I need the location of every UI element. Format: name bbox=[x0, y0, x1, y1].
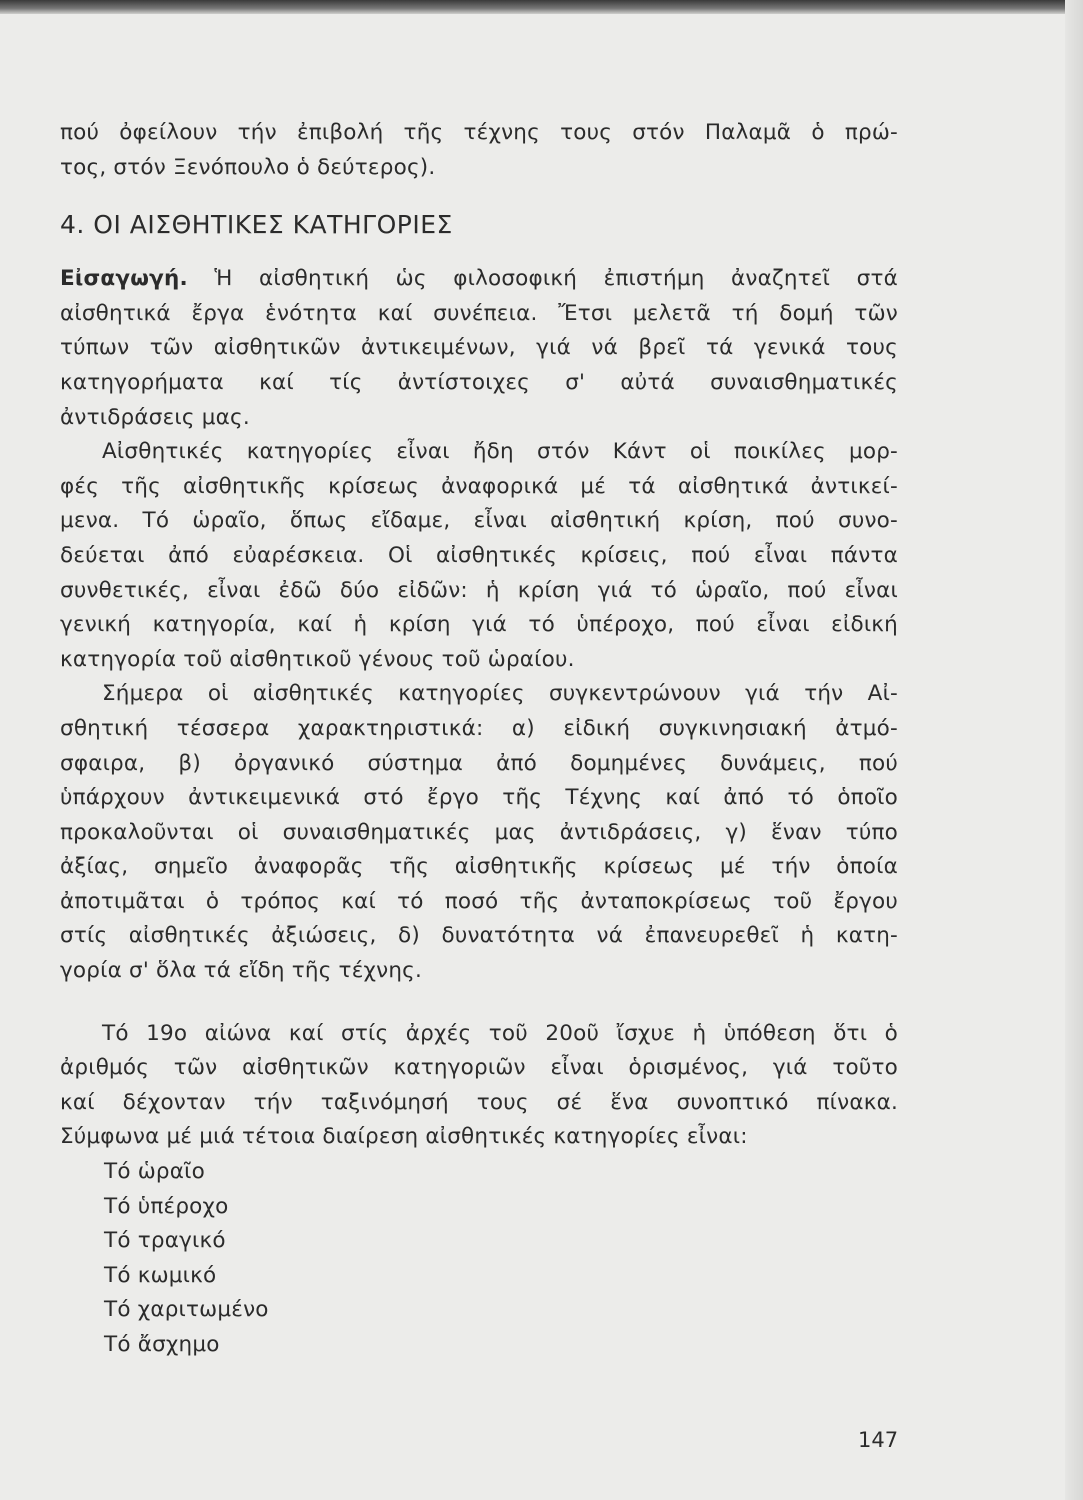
list-item: Τό ὑπέροχο bbox=[104, 1193, 229, 1219]
subheading: Εἰσαγωγή. bbox=[60, 266, 188, 292]
text-line: ἀξίας, σημεῖο ἀναφορᾶς τῆς αἰσθητικῆς κρίσεως μέ τήν ὁποία bbox=[60, 854, 898, 880]
paragraph-characteristics bbox=[60, 677, 898, 988]
text-line: αἰσθητικά ἔργα ἑνότητα καί συνέπεια. Ἔτσι μελετᾶ τή δομή τῶν bbox=[60, 300, 898, 326]
list-item: Τό ἄσχημο bbox=[104, 1332, 220, 1357]
section-heading: 4. ΟΙ ΑΙΣΘΗΤΙΚΕΣ ΚΑΤΗΓΟΡΙΕΣ bbox=[60, 210, 453, 240]
text-line: Σήμερα οἱ αἰσθητικές κατηγορίες συγκεντρώνουν γιά τήν Αἰ- bbox=[102, 681, 898, 707]
paragraph-classification bbox=[60, 1017, 898, 1155]
text-line: ὑπάρχουν ἀντικειμενικά στό ἔργο τῆς Τέχνης καί ἀπό τό ὁποῖο bbox=[60, 785, 898, 811]
text-line: πού ὀφείλουν τήν ἐπιβολή τῆς τέχνης τους στόν Παλαμᾶ ὁ πρώ- bbox=[60, 120, 898, 145]
text-line: προκαλοῦνται οἱ συναισθηματικές μας ἀντιδράσεις, γ) ἕναν τύπο bbox=[60, 819, 898, 845]
text-line: σφαιρα, β) ὀργανικό σύστημα ἀπό δομημένες δυνάμεις, πού bbox=[60, 750, 898, 776]
category-list bbox=[60, 1155, 898, 1363]
text-line: δεύεται ἀπό εὐαρέσκεια. Οἱ αἰσθητικές κρίσεις, πού εἶναι πάντα bbox=[60, 542, 898, 568]
text-line: ἀντιδράσεις μας. bbox=[60, 404, 250, 430]
list-item: Τό χαριτωμένο bbox=[104, 1297, 269, 1323]
text-line: στίς αἰσθητικές ἀξιώσεις, δ) δυνατότητα νά ἐπανευρεθεῖ ἡ κατη- bbox=[60, 923, 898, 949]
list-item: Τό κωμικό bbox=[104, 1262, 217, 1288]
text-line: καί δέχονταν τήν ταξινόμησή τους σέ ἕνα συνοπτικό πίνακα. bbox=[60, 1089, 898, 1115]
text-line: γενική κατηγορία, καί ἡ κρίση γιά τό ὑπέροχο, πού εἶναι εἰδική bbox=[60, 612, 898, 638]
paragraph-introduction bbox=[60, 262, 898, 435]
text-line: σθητική τέσσερα χαρακτηριστικά: α) εἰδική συγκινησιακή ἀτμό- bbox=[60, 715, 898, 741]
list-item: Τό τραγικό bbox=[104, 1228, 226, 1254]
text-span: Ἡ αἰσθητική ὡς φιλοσοφική ἐπιστήμη ἀναζητεῖ στά bbox=[187, 266, 898, 292]
paragraph-gap bbox=[60, 989, 898, 1017]
intro-text bbox=[60, 116, 898, 185]
page-number: 147 bbox=[858, 1428, 899, 1452]
text-line: τος, στόν Ξενόπουλο ὁ δεύτερος). bbox=[60, 154, 436, 180]
text-line: κατηγορία τοῦ αἰσθητικοῦ γένους τοῦ ὡραίου. bbox=[60, 646, 575, 672]
text-line bbox=[60, 262, 898, 297]
scan-right-edge bbox=[1065, 0, 1083, 1500]
text-line: συνθετικές, εἶναι ἐδῶ δύο εἰδῶν: ἡ κρίση γιά τό ὡραῖο, πού εἶναι bbox=[60, 577, 898, 603]
page-body bbox=[60, 116, 898, 1363]
list-item: Τό ὡραῖο bbox=[104, 1159, 205, 1185]
text-line: κατηγορήματα καί τίς ἀντίστοιχες σ' αὐτά συναισθηματικές bbox=[60, 369, 898, 395]
text-line: γορία σ' ὅλα τά εἴδη τῆς τέχνης. bbox=[60, 958, 423, 984]
text-line: Αἰσθητικές κατηγορίες εἶναι ἤδη στόν Κάντ οἱ ποικίλες μορ- bbox=[102, 439, 898, 465]
text-line: Τό 19ο αἰώνα καί στίς ἀρχές τοῦ 20οῦ ἴσχυε ἡ ὑπόθεση ὅτι ὁ bbox=[102, 1020, 898, 1046]
text-line: τύπων τῶν αἰσθητικῶν ἀντικειμένων, γιά νά βρεῖ τά γενικά τους bbox=[60, 335, 898, 361]
text-line: ἀριθμός τῶν αἰσθητικῶν κατηγοριῶν εἶναι ὁρισμένος, γιά τοῦτο bbox=[60, 1055, 898, 1081]
text-line: ἀποτιμᾶται ὁ τρόπος καί τό ποσό τῆς ἀνταποκρίσεως τοῦ ἔργου bbox=[60, 888, 898, 914]
text-line: Σύμφωνα μέ μιά τέτοια διαίρεση αἰσθητικές κατηγορίες εἶναι: bbox=[60, 1124, 748, 1150]
text-line: μενα. Τό ὡραῖο, ὅπως εἴδαμε, εἶναι αἰσθητική κρίση, πού συνο- bbox=[60, 508, 898, 534]
scan-top-edge bbox=[0, 0, 1083, 14]
paragraph-kant bbox=[60, 435, 898, 677]
text-line: φές τῆς αἰσθητικῆς κρίσεως ἀναφορικά μέ τά αἰσθητικά ἀντικεί- bbox=[60, 473, 898, 499]
